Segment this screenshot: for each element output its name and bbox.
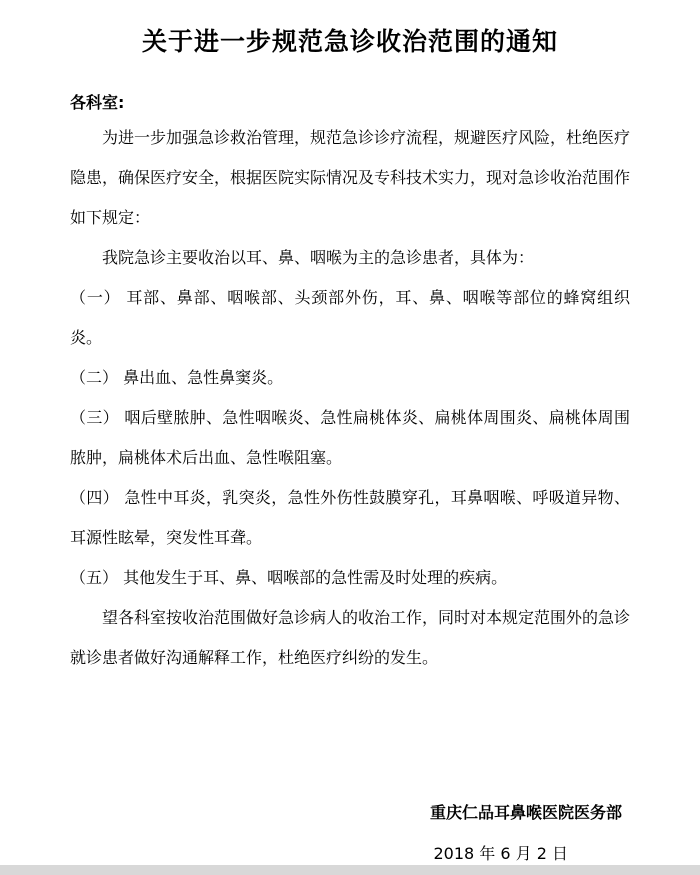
- page-bottom-divider: [0, 865, 700, 875]
- intro-paragraph: 为进一步加强急诊救治管理，规范急诊诊疗流程，规避医疗风险，杜绝医疗隐患，确保医疗安全，根据医院实际情况及专科技术实力，现对急诊收治范围作如下规定：: [70, 128, 631, 227]
- list-item-4: （四） 急性中耳炎，乳突炎，急性外伤性鼓膜穿孔，耳鼻咽喉、呼吸道异物、耳源性眩晕，突发性耳聋。: [70, 488, 630, 547]
- signature-organization: 重庆仁品耳鼻喉医院医务部: [429, 803, 622, 822]
- list-item-2: （二） 鼻出血、急性鼻窦炎。: [70, 368, 284, 387]
- closing-paragraph: 望各科室按收治范围做好急诊病人的收治工作，同时对本规定范围外的急诊就诊患者做好沟通解释工作，杜绝医疗纠纷的发生。: [70, 608, 631, 667]
- list-item-5: （五） 其他发生于耳、鼻、咽喉部的急性需及时处理的疾病。: [70, 568, 508, 587]
- salutation: 各科室:: [70, 93, 125, 112]
- signature-date: 2018 年 6 月 2 日: [433, 844, 568, 863]
- document-title: 关于进一步规范急诊收治范围的通知: [141, 27, 558, 56]
- list-item-1: （一） 耳部、鼻部、咽喉部、头颈部外伤，耳、鼻、咽喉等部位的蜂窝组织炎。: [70, 288, 630, 347]
- document-body: [70, 118, 630, 678]
- list-item-3: （三） 咽后壁脓肿、急性咽喉炎、急性扁桃体炎、扁桃体周围炎、扁桃体周围脓肿，扁桃体术后出血、急性喉阻塞。: [70, 408, 630, 467]
- scope-paragraph: 我院急诊主要收治以耳、鼻、咽喉为主的急诊患者，具体为：: [102, 248, 535, 267]
